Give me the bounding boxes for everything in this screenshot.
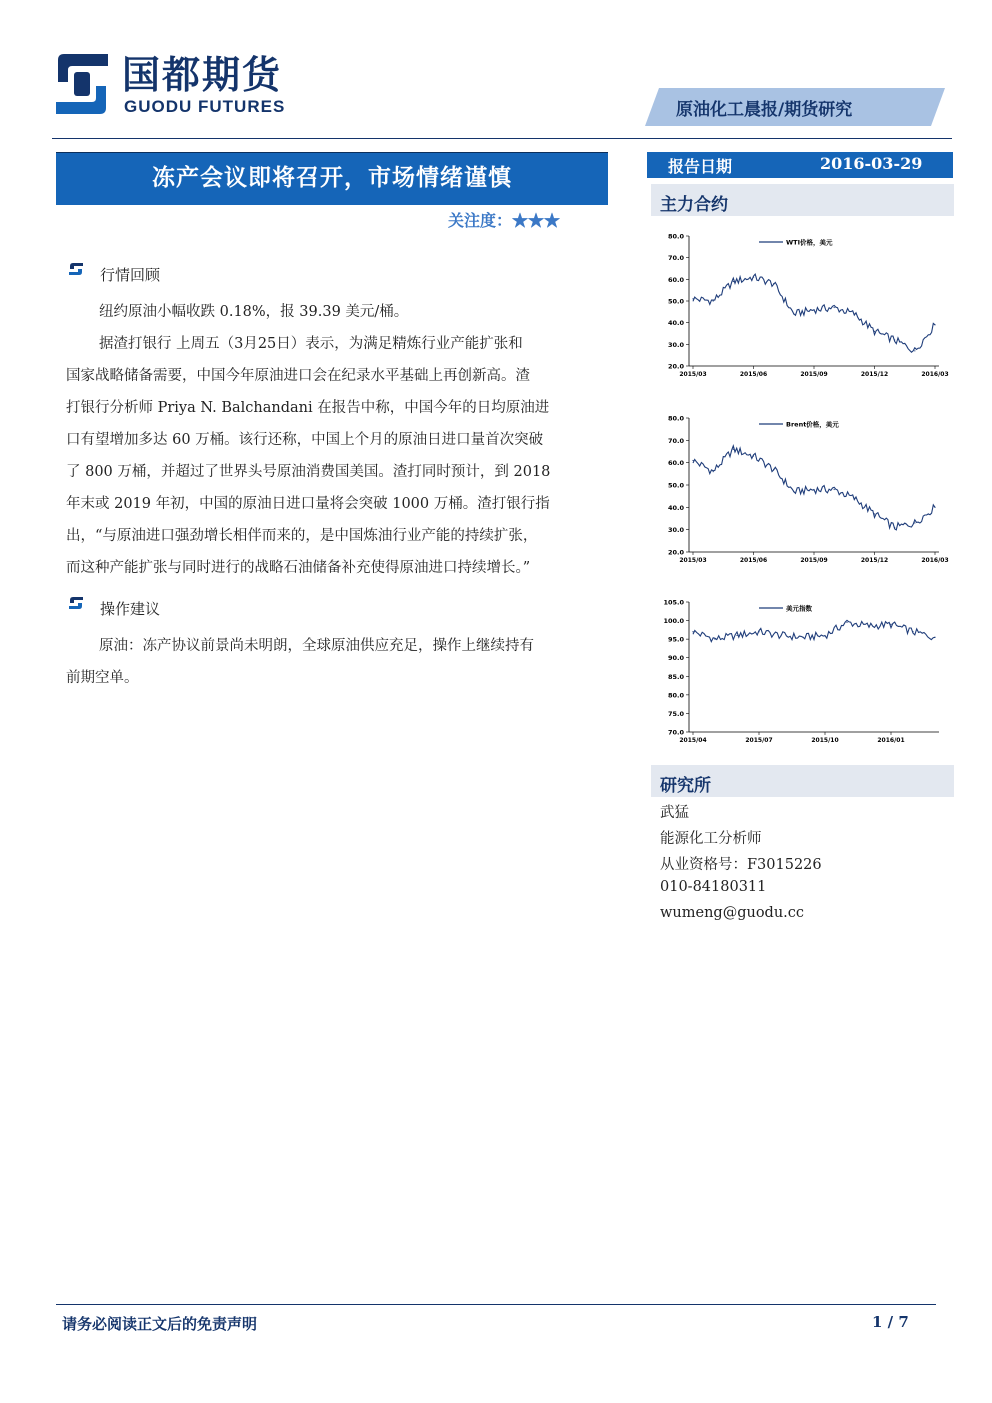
data-point — [733, 281, 734, 282]
y-tick-label: 100.0 — [663, 617, 684, 626]
data-point — [934, 324, 935, 325]
y-tick-label: 60.0 — [667, 459, 684, 468]
x-tick-label: 2015/03 — [679, 557, 707, 564]
y-tick-label: 50.0 — [667, 481, 684, 490]
x-tick-label: 2016/03 — [921, 371, 949, 378]
data-point — [874, 331, 875, 332]
analyst-license: 从业资格号：F3015226 — [660, 857, 822, 873]
y-tick-label: 105.0 — [663, 598, 684, 607]
x-tick-label: 2015/07 — [745, 737, 773, 744]
series-line — [693, 446, 935, 530]
x-tick-label: 2015/09 — [800, 557, 828, 564]
analyst-email[interactable]: wumeng@guodu.cc — [660, 905, 805, 921]
analyst-name: 武猛 — [660, 805, 689, 821]
x-tick-label: 2016/03 — [921, 557, 949, 564]
data-point — [834, 489, 835, 490]
data-point — [846, 622, 847, 623]
data-point — [753, 277, 754, 278]
x-tick-label: 2015/10 — [811, 737, 839, 744]
data-point — [890, 624, 891, 625]
research-title: 研究所 — [660, 776, 711, 796]
text-line: 口有望增加多达 60 万桶。该行还称，中国上个月的原油日进口量首次突破 — [66, 432, 544, 448]
review-paragraph-2 — [66, 328, 606, 584]
report-type-text: 原油化工晨报/期货研究 — [676, 100, 853, 120]
y-tick-label: 80.0 — [667, 232, 684, 241]
section-bullet-icon — [68, 596, 84, 610]
data-point — [813, 309, 814, 310]
data-point — [824, 635, 825, 636]
logo-name-cn: 国都期货 — [122, 53, 283, 97]
main-contract-title: 主力合约 — [660, 195, 728, 215]
text-line: 国家战略储备需要，中国今年原油进口会在纪录水平基础上再创新高。渣 — [66, 368, 530, 384]
y-tick-label: 70.0 — [667, 254, 684, 263]
y-tick-label: 70.0 — [667, 436, 684, 445]
attention-label: 关注度： — [448, 211, 513, 230]
data-point — [780, 635, 781, 636]
x-tick-label: 2015/03 — [679, 371, 707, 378]
x-tick-label: 2015/09 — [800, 371, 828, 378]
y-tick-label: 30.0 — [667, 340, 684, 349]
x-tick-label: 2016/01 — [877, 737, 905, 744]
x-tick-label: 2015/04 — [679, 737, 707, 744]
data-point — [773, 469, 774, 470]
x-tick-label: 2015/12 — [860, 557, 889, 564]
data-point — [912, 631, 913, 632]
data-point — [874, 513, 875, 514]
text-line: 原油：冻产协议前景尚未明朗，全球原油供应充足，操作上继续持有 — [99, 638, 534, 654]
data-point — [854, 498, 855, 499]
text-line: 前期空单。 — [66, 670, 139, 686]
dollar-index-chart — [655, 594, 945, 754]
attention-rating — [448, 208, 560, 231]
y-tick-label: 85.0 — [667, 672, 684, 681]
x-tick-label: 2015/06 — [739, 557, 768, 564]
x-tick-label: 2015/12 — [860, 371, 889, 378]
data-point — [793, 491, 794, 492]
legend-label: Brent价格，美元 — [786, 420, 839, 429]
advice-paragraph — [66, 630, 606, 694]
legend-label: WTI价格，美元 — [786, 238, 833, 247]
data-point — [736, 635, 737, 636]
y-tick-label: 20.0 — [667, 362, 684, 371]
data-point — [713, 300, 714, 301]
data-point — [868, 626, 869, 627]
data-point — [934, 507, 935, 508]
review-paragraph-1: 纽约原油小幅收跌 0.18%，报 39.39 美元/桶。 — [99, 304, 409, 320]
data-point — [713, 471, 714, 472]
data-point — [714, 639, 715, 640]
series-line — [693, 620, 935, 641]
data-point — [802, 637, 803, 638]
y-tick-label: 90.0 — [667, 654, 684, 663]
data-point — [692, 298, 693, 299]
x-tick-label: 2015/06 — [739, 371, 768, 378]
page-number: 1 / 7 — [872, 1313, 909, 1331]
data-point — [692, 460, 693, 461]
text-line: 了 800 万桶，并超过了世界头号原油消费国美国。渣打同时预计，到 2018 — [66, 464, 551, 480]
y-tick-label: 40.0 — [667, 319, 684, 328]
section-title-advice: 操作建议 — [100, 600, 161, 618]
data-point — [914, 350, 915, 351]
y-tick-label: 80.0 — [667, 414, 684, 423]
y-tick-label: 30.0 — [667, 526, 684, 535]
logo-mark — [52, 52, 112, 116]
text-line: 出，“与原油进口强劲增长相伴而来的，是中国炼油行业产能的持续扩张， — [66, 528, 538, 544]
text-line: 据渣打银行 上周五（3月25日）表示，为满足精炼行业产能扩张和 — [99, 336, 523, 352]
data-point — [758, 631, 759, 632]
footer-divider — [56, 1304, 936, 1305]
analyst-phone: 010-84180311 — [660, 879, 767, 895]
attention-stars: ★★★ — [512, 211, 561, 230]
y-tick-label: 75.0 — [667, 709, 684, 718]
data-point — [894, 527, 895, 528]
data-point — [773, 283, 774, 284]
data-point — [854, 313, 855, 314]
data-point — [934, 637, 935, 638]
text-line: 而这种产能扩张与同时进行的战略石油储备补充使得原油进口持续增长。” — [66, 560, 531, 576]
section-bullet-icon — [68, 262, 84, 276]
report-date-value: 2016-03-29 — [820, 154, 923, 173]
series-line — [693, 274, 935, 352]
y-tick-label: 50.0 — [667, 297, 684, 306]
y-tick-label: 80.0 — [667, 691, 684, 700]
header-divider — [52, 138, 952, 139]
logo-name-en: GUODU FUTURES — [124, 97, 286, 116]
y-tick-label: 70.0 — [667, 728, 684, 737]
data-point — [793, 313, 794, 314]
data-point — [733, 449, 734, 450]
analyst-role: 能源化工分析师 — [660, 831, 762, 847]
data-point — [834, 307, 835, 308]
data-point — [692, 631, 693, 632]
y-tick-label: 20.0 — [667, 548, 684, 557]
y-tick-label: 60.0 — [667, 275, 684, 284]
brent-price-chart — [655, 410, 949, 574]
data-point — [914, 522, 915, 523]
text-line: 打银行分析师 Priya N. Balchandani 在报告中称，中国今年的日均原油进 — [66, 400, 550, 416]
data-point — [813, 489, 814, 490]
footer-disclaimer[interactable]: 请务必阅读正文后的免责声明 — [62, 1315, 258, 1333]
text-line: 年末或 2019 年初，中国的原油日进口量将会突破 1000 万桶。渣打银行指 — [66, 496, 550, 512]
section-title-review: 行情回顾 — [100, 266, 161, 284]
legend-label: 美元指数 — [786, 604, 812, 613]
y-tick-label: 40.0 — [667, 503, 684, 512]
wti-price-chart — [655, 228, 949, 388]
report-date-label: 报告日期 — [668, 157, 733, 176]
page-title: 冻产会议即将召开，市场情绪谨慎 — [152, 164, 512, 191]
y-tick-label: 95.0 — [667, 635, 684, 644]
data-point — [894, 339, 895, 340]
data-point — [753, 455, 754, 456]
